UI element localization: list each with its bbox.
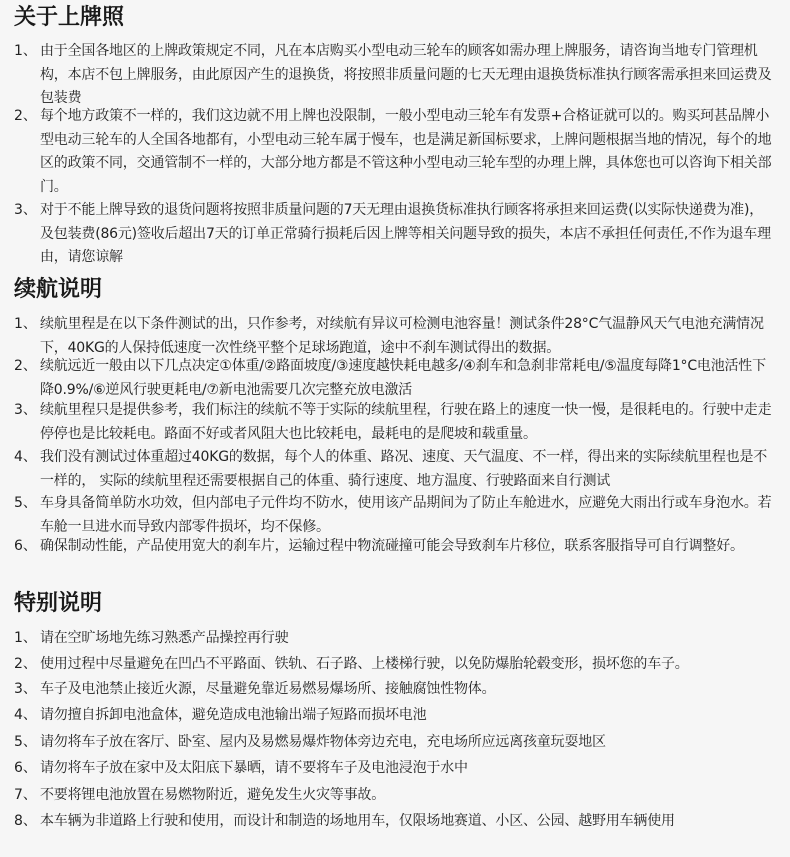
- section-title-special-notes: 特别说明: [14, 591, 103, 616]
- list-item-number: 3、: [14, 402, 37, 418]
- list-item-text: 使用过程中尽量避免在凹凸不平路面、铁轨、石子路、上楼梯行驶，以免防爆胎轮毂变形，损坏您的车子。: [40, 656, 689, 672]
- list-item-text: 续航远近一般由以下几点决定①体重/②路面坡度/③速度越快耗电越多/④刹车和急刹非常耗电/⑤温度每降1°C电池活性下降0.9%/⑥逆风行驶更耗电/⑦新电池需要几次完整充放电激活: [40, 358, 766, 398]
- list-item-number: 3、: [14, 681, 37, 697]
- section-title-range: 续航说明: [14, 277, 103, 302]
- list-item-text: 我们没有测试过体重超过40KG的数据，每个人的体重、路况、速度、天气温度、不一样，得出来的实际续航里程也是不一样的， 实际的续航里程还需要根据自己的体重、骑行速度、地方温度、行驶路面来自行测试: [40, 449, 768, 489]
- list-item-number: 2、: [14, 108, 37, 124]
- list-item-number: 4、: [14, 449, 37, 465]
- list-item-text: 请在空旷场地先练习熟悉产品操控再行驶: [40, 630, 289, 646]
- section-title-license-plate: 关于上牌照: [14, 5, 125, 30]
- list-item-text: 由于全国各地区的上牌政策规定不同，凡在本店购买小型电动三轮车的顾客如需办理上牌服务，请咨询当地专门管理机构，本店不包上牌服务，由此原因产生的退换货，将按照非质量问题的七天无理由退换货标准执行顾客需承担来回运费及包装费: [40, 43, 772, 106]
- list-item-text: 续航里程只是提供参考，我们标注的续航不等于实际的续航里程，行驶在路上的速度一快一慢，是很耗电的。行驶中走走停停也是比较耗电。路面不好或者风阻大也比较耗电，最耗电的是爬坡和载重量。: [40, 402, 772, 442]
- list-item-text: 本车辆为非道路上行驶和使用，而设计和制造的场地用车，仅限场地赛道、小区、公园、越野用车辆使用: [40, 813, 675, 829]
- list-item-number: 1、: [14, 43, 37, 59]
- list-item-number: 3、: [14, 202, 37, 218]
- list-item-number: 2、: [14, 656, 37, 672]
- list-item-number: 8、: [14, 813, 37, 829]
- list-item-number: 1、: [14, 316, 37, 332]
- list-item-number: 5、: [14, 495, 37, 511]
- list-item-text: 确保制动性能，产品使用宽大的刹车片，运输过程中物流碰撞可能会导致刹车片移位，联系客服指导可自行调整好。: [40, 538, 744, 554]
- list-item-text: 车身具备简单防水功效，但内部电子元件均不防水，使用该产品期间为了防止车舱进水，应避免大雨出行或车身泡水。若车舱一旦进水而导致内部零件损坏，均不保修。: [40, 495, 772, 535]
- list-item-text: 车子及电池禁止接近火源，尽量避免靠近易燃易爆场所、接触腐蚀性物体。: [40, 681, 496, 697]
- list-item-number: 6、: [14, 538, 37, 554]
- list-item-number: 5、: [14, 734, 37, 750]
- list-item-text: 不要将锂电池放置在易燃物附近，避免发生火灾等事故。: [40, 787, 385, 803]
- list-item-number: 2、: [14, 358, 37, 374]
- list-item-text: 请勿将车子放在客厅、卧室、屋内及易燃易爆炸物体旁边充电，充电场所应远离孩童玩耍地区: [40, 734, 606, 750]
- list-item-number: 1、: [14, 630, 37, 646]
- list-item-number: 4、: [14, 707, 37, 723]
- list-item-text: 请勿擅自拆卸电池盒体，避免造成电池输出端子短路而损坏电池: [40, 707, 427, 723]
- list-item-text: 对于不能上牌导致的退货问题将按照非质量问题的7天无理由退换货标准执行顾客将承担来回运费(以实际快递费为准)， 及包装费(86元)签收后超出7天的订单正常骑行损耗后因上牌等相关问题导致的损失，本店不承担任何责任,不作为退车理由，请您谅解: [40, 202, 771, 265]
- list-item-number: 7、: [14, 787, 37, 803]
- list-item-text: 续航里程是在以下条件测试的出，只作参考，对续航有异议可检测电池容量！测试条件28°C气温静风天气电池充满情况下，40KG的人保持低速度一次性绕平整个足球场跑道，途中不刹车测试得出的数据。: [40, 316, 764, 356]
- list-item-number: 6、: [14, 760, 37, 776]
- list-item-text: 请勿将车子放在家中及太阳底下暴晒，请不要将车子及电池浸泡于水中: [40, 760, 468, 776]
- list-item-text: 每个地方政策不一样的，我们这边就不用上牌也没限制，一般小型电动三轮车有发票+合格证就可以的。购买珂甚品牌小型电动三轮车的人全国各地都有，小型电动三轮车属于慢车，也是满足新国标要求，上牌问题根据当地的情况，每个的地区的政策不同，交通管制不一样的，大部分地方都是不管这种小型电动三轮车型的办理上牌，具体您也可以咨询下相关部门。: [40, 108, 772, 195]
